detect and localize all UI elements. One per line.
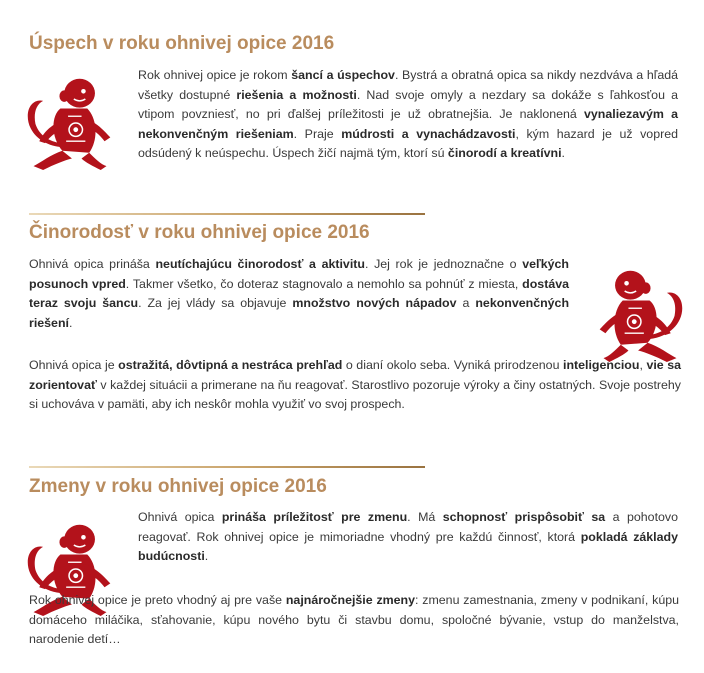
section-changes-text-1 (138, 508, 678, 567)
section-divider (29, 466, 425, 468)
body-text: Rok ohnivej opice je preto vhodný aj pre vaše (29, 593, 286, 607)
body-text: Rok ohnivej opice je rokom (138, 68, 292, 82)
emphasis-text: vynaliezavým a nekonvenčným riešeniam (138, 107, 678, 141)
body-text: a (456, 296, 476, 311)
emphasis-text: šancí a úspechov (291, 68, 395, 82)
body-text: Ohnivá opica je (29, 358, 119, 372)
section-title-changes: Zmeny v roku ohnivej opice 2016 (29, 476, 327, 497)
section-activity-text-1 (29, 255, 569, 333)
emphasis-text: dostáva teraz svoju šancu (29, 276, 569, 311)
emphasis-text: najnáročnejšie zmeny (285, 593, 416, 607)
fire-monkey-icon (592, 262, 688, 366)
emphasis-text: nekonvenčných riešení (29, 296, 570, 330)
body-text: . Nad svoje omyly a nezdary sa dokáže s ľahkosťou a vtipom povzniesť, no pri ďalšej príležitosti je už obratnejšia. Je naklonená (138, 87, 678, 122)
body-text: : zmenu zamestnania, zmeny v podnikaní, kúpu domáceho miláčika, sťahovanie, kúpu nového bytu či stavbu domu, spoločné bývanie, vstup do manželstva, narodenie detí… (29, 593, 679, 647)
emphasis-text: ostražitá, dôvtipná a nestráca prehľad (118, 358, 343, 372)
section-title-activity: Činorodosť v roku ohnivej opice 2016 (29, 222, 370, 243)
body-text: , kým hazard je už vopred odsúdený k neúspechu. Úspech žičí najmä tým, ktorí sú (138, 126, 679, 161)
body-text: . Jej rok je jednoznačne o (364, 257, 523, 271)
section-divider (29, 213, 425, 215)
emphasis-text: schopnosť prispôsobiť sa (442, 510, 606, 524)
monkey-graphic (22, 70, 118, 174)
emphasis-text: činorodí a kreatívni (447, 146, 562, 161)
emphasis-text: množstvo nových nápadov (292, 296, 457, 311)
emphasis-text: pokladá základy budúcnosti (138, 529, 678, 564)
emphasis-text: prináša príležitosť pre zmenu (221, 510, 408, 524)
body-text: . Takmer všetko, čo doteraz stagnovalo a nemohlo sa pohnúť z miesta, (125, 276, 523, 291)
section-title-success: Úspech v roku ohnivej opice 2016 (29, 33, 335, 54)
section-activity-text-2 (29, 356, 681, 415)
body-text: . Bystrá a obratná opica sa nikdy nezdváva a hľadá všetky dostupné (138, 68, 678, 102)
body-text: v každej situácii a primerane na ňu reagovať. Starostlivo pozoruje výroky a činy ostatných. Svoje postrehy si uchováva v pamäti, aby ich neskôr mohla využiť vo svoj prospech. (29, 377, 681, 412)
emphasis-text: inteligenciou (563, 358, 640, 372)
body-text: o dianí okolo seba. Vyniká prirodzenou (342, 358, 564, 372)
body-text: a pohotovo reagovať. Rok ohnivej opice je mimoriadne vhodný pre každú činnosť, ktorá (138, 510, 678, 544)
section-changes-text-2 (29, 591, 679, 650)
emphasis-text: múdrosti a vynachádzavosti (341, 126, 516, 141)
body-text: . Praje (293, 126, 342, 141)
monkey-graphic (592, 262, 688, 366)
body-text: Ohnivá opica (138, 510, 222, 524)
body-text: . (204, 549, 209, 564)
emphasis-text: veľkých posunoch vpred (29, 257, 569, 291)
emphasis-text: riešenia a možnosti (236, 87, 357, 102)
section-success-text (138, 66, 678, 164)
fire-monkey-icon (22, 70, 118, 174)
emphasis-text: vie sa zorientovať (29, 358, 681, 392)
body-text: . Má (407, 510, 443, 524)
body-text: . (561, 146, 565, 161)
body-text: . Za jej vlády sa objavuje (138, 296, 293, 311)
emphasis-text: neutíchajúcu činorodosť a aktivitu (155, 257, 365, 271)
body-text: Ohnivá opica prináša (29, 257, 156, 271)
body-text: . (68, 315, 73, 330)
body-text: , (639, 358, 647, 372)
